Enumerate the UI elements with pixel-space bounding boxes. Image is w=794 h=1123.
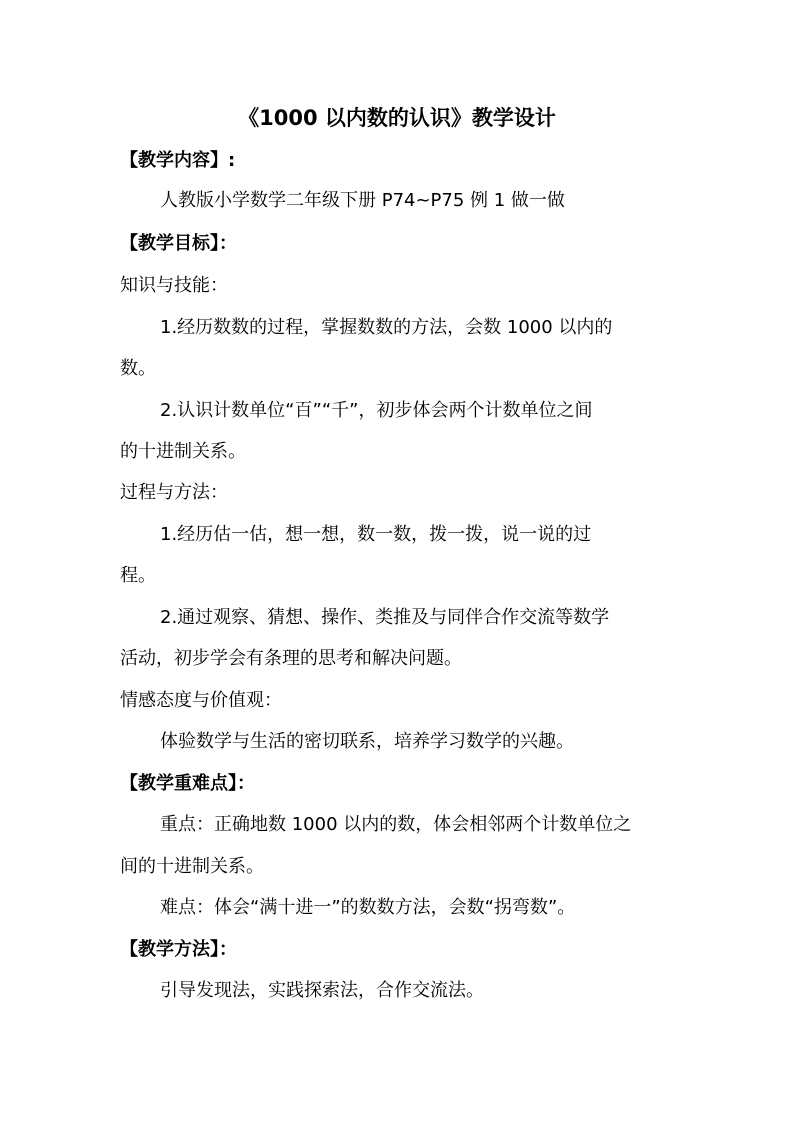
emotion-values-text: 体验数学与生活的密切联系，培养学习数学的兴趣。 — [160, 731, 574, 752]
process-methods-label: 过程与方法： — [120, 482, 228, 503]
process-item-1-line-1: 1.经历估一估，想一想，数一数，拨一拨，说一说的过 — [160, 524, 592, 545]
document-title: 《1000 以内数的认识》教学设计 — [238, 106, 556, 130]
difficult-point-text: 难点：体会“满十进一”的数数方法，会数“拐弯数”。 — [160, 897, 576, 918]
teaching-content-heading: 【教学内容】: — [120, 150, 236, 171]
teaching-methods-heading: 【教学方法】： — [120, 939, 237, 960]
teaching-goals-heading: 【教学目标】： — [120, 233, 237, 254]
key-point-line-2: 间的十进制关系。 — [120, 856, 264, 877]
teaching-content-text: 人教版小学数学二年级下册 P74~P75 例 1 做一做 — [160, 190, 565, 211]
emotion-values-label: 情感态度与价值观： — [120, 690, 282, 711]
knowledge-item-2-line-2: 的十进制关系。 — [120, 441, 246, 462]
knowledge-item-1-line-1: 1.经历数数的过程，掌握数数的方法，会数 1000 以内的 — [160, 317, 613, 338]
key-point-line-1: 重点：正确地数 1000 以内的数，体会相邻两个计数单位之 — [160, 814, 632, 835]
key-difficult-points-heading: 【教学重难点】： — [120, 773, 255, 794]
process-item-2-line-1: 2.通过观察、猜想、操作、类推及与同伴合作交流等数学 — [160, 607, 610, 628]
process-item-1-line-2: 程。 — [120, 565, 156, 586]
knowledge-item-2-line-1: 2.认识计数单位“百”“千”，初步体会两个计数单位之间 — [160, 400, 593, 421]
process-item-2-line-2: 活动，初步学会有条理的思考和解决问题。 — [120, 648, 462, 669]
knowledge-item-1-line-2: 数。 — [120, 358, 156, 379]
knowledge-skills-label: 知识与技能： — [120, 275, 228, 296]
teaching-methods-text: 引导发现法，实践探索法，合作交流法。 — [160, 980, 484, 1001]
